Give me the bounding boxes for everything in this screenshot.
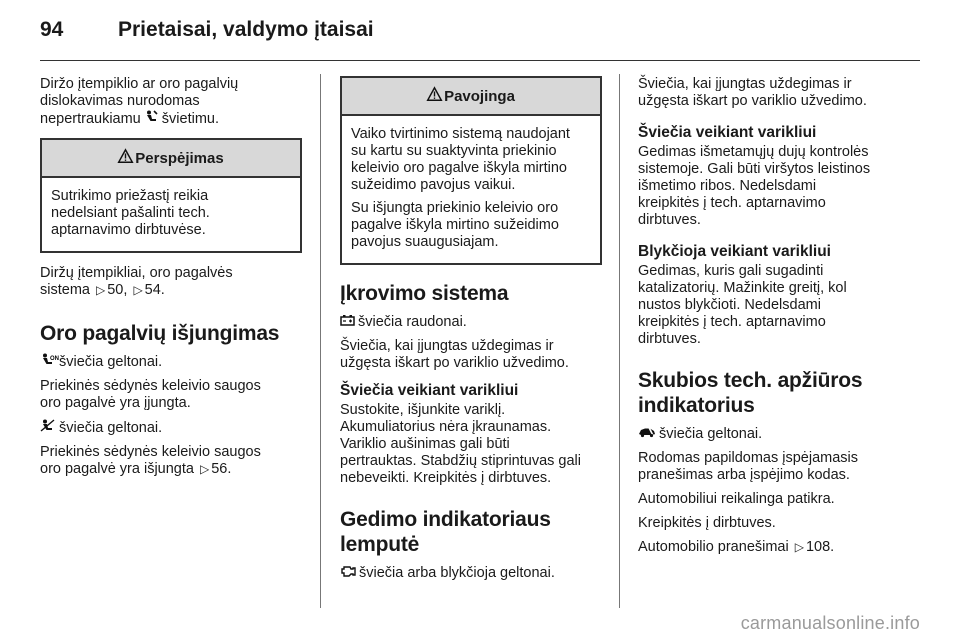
page-link[interactable]: 108. (805, 539, 835, 555)
svg-text:ON: ON (50, 356, 59, 362)
airbag-on-description: Priekinės sėdynės keleivio saugos oro pagalvė yra įjungta. (40, 378, 261, 411)
airbag-off-icon (40, 419, 56, 436)
mil-running-text: Gedimas išmetamųjų dujų kontrolės sistemoje. Gali būti viršytos leistinos išmetimo ribos. Nedelsdami kreipkitės į tech. aptarnavimo dirbtuves. (638, 144, 871, 228)
charge-running-text: Sustokite, išjunkite variklį. Akumuliatorius nėra įkraunamas. Variklio aušinimas gali būti pertrauktas. Stabdžių stiprintuvas gali nebeveikti. Kreipkitės į dirbtuves. (340, 402, 581, 486)
service-description: Rodomas papildomas įspėjamasis pranešimas arba įspėjimo kodas. (638, 450, 859, 483)
section-heading-airbag-deactivation: Oro pagalvių išjungimas (40, 322, 280, 345)
airbag-warning-icon (145, 110, 159, 127)
column-divider-2 (619, 74, 620, 608)
battery-icon (340, 313, 355, 330)
column-1 (40, 76, 302, 485)
page-header (40, 18, 374, 48)
airbag-off-line: šviečia geltonai. (40, 419, 302, 437)
service-lamp-line: šviečia geltonai. (638, 425, 904, 443)
subheading-flashing-engine-running: Blykčioja veikiant varikliui (638, 243, 831, 260)
charge-lamp-line: šviečia raudonai. (340, 313, 602, 331)
section-heading-charging-system: Įkrovimo sistema (340, 282, 509, 305)
danger-title: Pavojinga (444, 88, 515, 105)
warning-triangle-icon (427, 78, 442, 114)
section-heading-malfunction-indicator: Gedimo indikatoriaus lemputė (340, 508, 551, 556)
subheading-lit-engine-running: Šviečia veikiant varikliui (340, 382, 519, 399)
column-3 (638, 76, 904, 563)
column-divider-1 (320, 74, 321, 608)
airbag-on-icon (40, 353, 59, 370)
warning-triangle-icon (118, 140, 133, 176)
watermark: carmanualsonline.info (740, 613, 920, 633)
header-rule (40, 60, 920, 61)
danger-box-header (342, 78, 600, 116)
mil-description: Šviečia, kai įjungtas uždegimas ir užgęsta iškart po variklio užvedimo. (638, 76, 867, 109)
subheading-lit-engine-running: Šviečia veikiant varikliui (638, 124, 817, 141)
page-reference-icon: ▷ (96, 283, 106, 297)
page-title: Prietaisai, valdymo įtaisai (118, 18, 374, 41)
service-vehicle-icon (638, 425, 656, 442)
mil-flashing-text: Gedimas, kuris gali sugadinti katalizatorių. Mažinkite greitį, kol nustos blykčioti. Nedelsdami kreipkitės į tech. aptarnavimo dirbtuves. (638, 263, 847, 347)
section-heading-service-indicator: Skubios tech. apžiūros indikatorius (638, 369, 863, 417)
service-contact-text: Kreipkitės į dirbtuves. (638, 515, 776, 531)
airbag-off-description: Priekinės sėdynės keleivio saugos oro pagalvė yra išjungta ▷ 56. (40, 444, 261, 477)
page-link[interactable]: 56. (211, 461, 232, 477)
caution-box (40, 138, 302, 253)
page-link[interactable]: 54. (144, 282, 165, 298)
caution-box-body: Sutrikimo priežastį reikia nedelsiant pašalinti tech. aptarnavimo dirbtuvėse. (51, 188, 210, 238)
page-number: 94 (40, 18, 64, 41)
danger-box (340, 76, 602, 265)
mil-lamp-line: šviečia arba blykčioja geltonai. (340, 564, 602, 582)
page-reference-icon: ▷ (200, 462, 210, 476)
column-2 (340, 76, 602, 589)
intro-paragraph: Diržo įtempiklio ar oro pagalvių dislokavimas nurodomas nepertraukiamu švietimu. (40, 76, 239, 127)
page-link[interactable]: 50, (107, 282, 128, 298)
caution-box-header (42, 140, 300, 178)
service-messages-text: Automobilio pranešimai ▷ 108. (638, 539, 835, 555)
engine-icon (340, 564, 356, 581)
airbag-on-line: ON šviečia geltonai. (40, 353, 302, 371)
service-check-text: Automobiliui reikalinga patikra. (638, 491, 835, 507)
caution-title: Perspėjimas (135, 150, 224, 167)
page-reference-icon: ▷ (133, 283, 143, 297)
danger-box-body: Vaiko tvirtinimo sistemą naudojant su kartu su suaktyvinta priekinio keleivio oro pagalve iškyla mirtino sužeidimo pavojus vaikui. Su išjungta priekinio keleivio oro pagalve iškyla mirtino sužeidimo pavojus suaugusiajam. (351, 126, 570, 250)
charge-description: Šviečia, kai įjungtas uždegimas ir užgęsta iškart po variklio užvedimo. (340, 338, 569, 371)
pretensioner-paragraph: Diržų įtempikliai, oro pagalvės sistema ▷ 50, ▷ 54. (40, 265, 233, 298)
page-reference-icon: ▷ (794, 540, 804, 554)
